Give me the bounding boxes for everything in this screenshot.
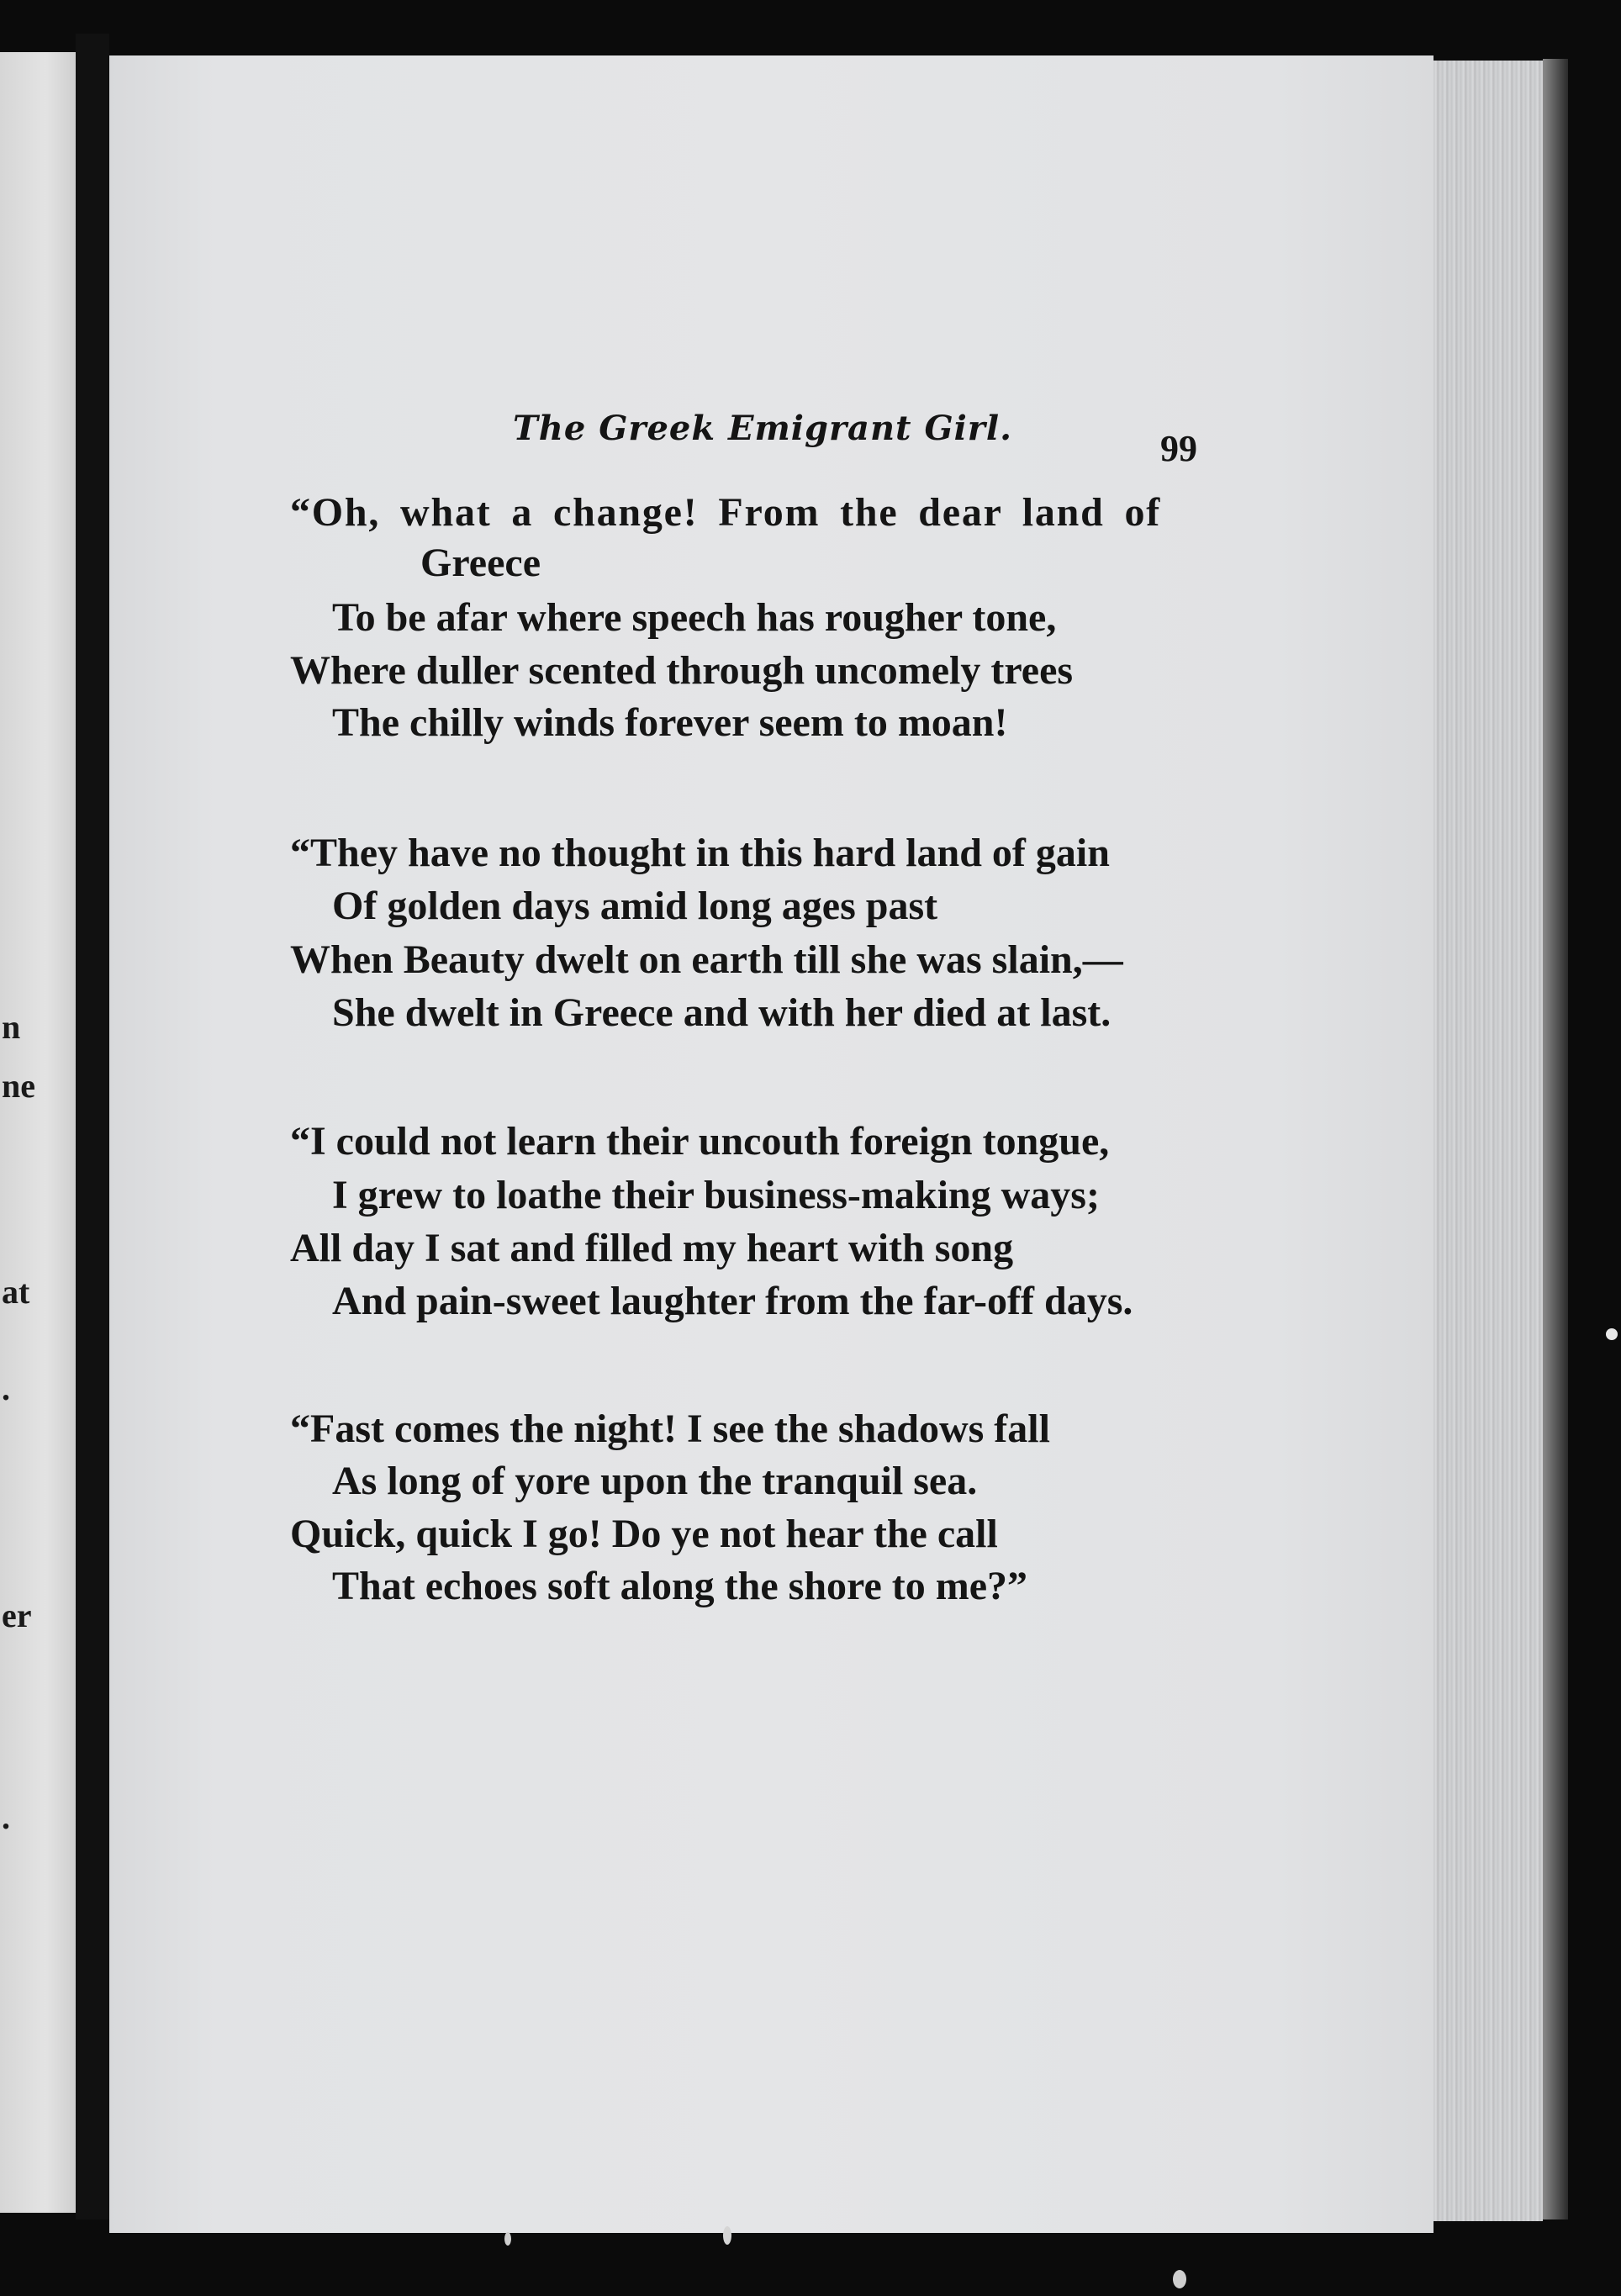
poem-line: Where duller scented through uncomely trees <box>290 648 1074 693</box>
scan-speck <box>723 2226 731 2245</box>
poem-line: “Oh, what a change! From the dear land of <box>290 490 1162 535</box>
running-header <box>109 400 1434 469</box>
book-gutter <box>76 34 109 2219</box>
running-title: The Greek Emigrant Girl. <box>513 409 1012 448</box>
scan-speck <box>1173 2270 1186 2288</box>
poem-line: To be afar where speech has rougher tone, <box>332 595 1057 640</box>
poem-line: Greece <box>420 541 541 585</box>
previous-page-edge <box>0 52 76 2213</box>
page-number: 99 <box>1160 428 1197 469</box>
poem-line: That echoes soft along the shore to me?” <box>332 1564 1028 1608</box>
poem-line: As long of yore upon the tranquil sea. <box>332 1459 978 1503</box>
poem-line: The chilly winds forever seem to moan! <box>332 700 1008 745</box>
poem-line: When Beauty dwelt on earth till she was slain,— <box>290 937 1123 982</box>
poem-line: All day I sat and filled my heart with song <box>290 1226 1014 1270</box>
previous-page-text-fragment: er <box>2 1597 32 1634</box>
previous-page-text-fragment: . <box>2 1370 10 1407</box>
scan-speck <box>504 2232 511 2246</box>
book-page <box>109 55 1434 2233</box>
previous-page-text-fragment: at <box>2 1273 30 1311</box>
poem-line: She dwelt in Greece and with her died at last. <box>332 990 1111 1035</box>
previous-page-text-fragment: ne <box>2 1067 35 1105</box>
poem-line: “I could not learn their uncouth foreign tongue, <box>290 1119 1110 1164</box>
poem-line: I grew to loathe their business-making ways; <box>332 1173 1100 1217</box>
previous-page-text-fragment: n <box>2 1008 21 1046</box>
scan-speck <box>1606 1328 1618 1340</box>
stacked-page-edges <box>1434 61 1543 2221</box>
poem-line: “Fast comes the night! I see the shadows fall <box>290 1407 1050 1451</box>
poem-line: Of golden days amid long ages past <box>332 884 938 928</box>
previous-page-text-fragment: . <box>2 1798 10 1836</box>
page-edge-shadow <box>1543 59 1568 2219</box>
poem-line: And pain-sweet laughter from the far-off days. <box>332 1279 1133 1323</box>
poem-line: Quick, quick I go! Do ye not hear the call <box>290 1512 998 1556</box>
poem-line: “They have no thought in this hard land of gain <box>290 831 1110 875</box>
